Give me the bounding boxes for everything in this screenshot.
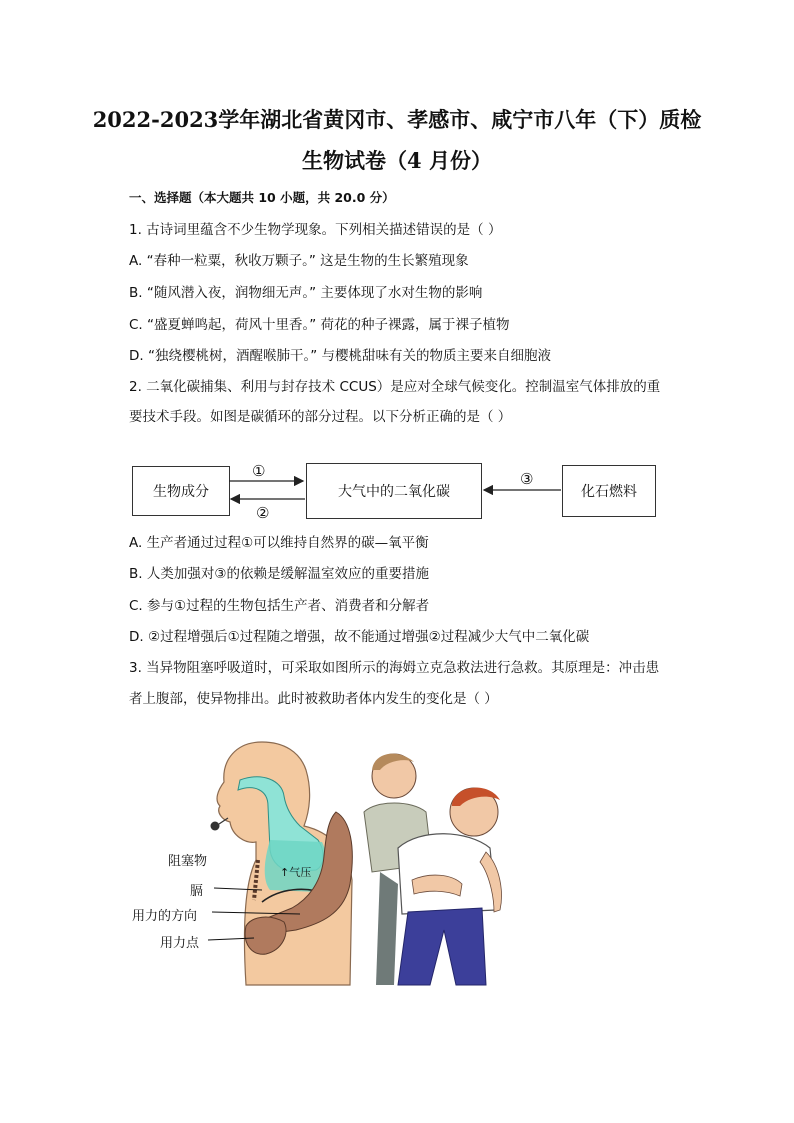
question-1-option-b: B. “随风潜入夜，润物细无声。” 主要体现了水对生物的影响: [129, 285, 483, 301]
title-line-2: 生物试卷（4 月份）: [302, 148, 492, 173]
question-1-stem: 1. 古诗词里蕴含不少生物学现象。下列相关描述错误的是（ ）: [129, 222, 502, 238]
question-2-stem-line-1: 2. 二氧化碳捕集、利用与封存技术 CCUS）是应对全球气候变化。控制温室气体排放的重: [129, 379, 661, 395]
question-1-option-c: C. “盛夏蝉鸣起，荷风十里香。” 荷花的种子裸露，属于裸子植物: [129, 317, 510, 333]
question-3-stem-line-1: 3. 当异物阻塞呼吸道时，可采取如图所示的海姆立克急救法进行急救。其原理是：冲击患: [129, 660, 660, 676]
arrow-1-label: ①: [252, 462, 266, 480]
question-2-stem-line-2: 要技术手段。如图是碳循环的部分过程。以下分析正确的是（ ）: [129, 409, 512, 425]
arrow-2-label: ②: [256, 504, 270, 522]
question-2-option-c: C. 参与①过程的生物包括生产者、消费者和分解者: [129, 598, 430, 614]
box-biological-components: 生物成分: [132, 466, 230, 516]
section-heading: 一、选择题（本大题共 10 小题，共 20.0 分）: [129, 190, 395, 205]
label-force-direction: 用力的方向: [132, 909, 198, 924]
box-fossil-fuels: 化石燃料: [562, 465, 656, 517]
question-2-option-b: B. 人类加强对③的依赖是缓解温室效应的重要措施: [129, 566, 429, 582]
label-diaphragm: 膈: [190, 884, 204, 899]
rescue-scene: [364, 754, 501, 985]
question-2-option-a: A. 生产者通过过程①可以维持自然界的碳—氧平衡: [129, 535, 429, 551]
question-1-option-d: D. “独绕樱桃树，酒醒喉肺干。” 与樱桃甜味有关的物质主要来自细胞液: [129, 348, 552, 364]
question-1-option-a: A. “春种一粒粟，秋收万颗子。” 这是生物的生长繁殖现象: [129, 253, 469, 269]
label-force-point: 用力点: [160, 936, 200, 951]
question-3-stem-line-2: 者上腹部，使异物排出。此时被救助者体内发生的变化是（ ）: [129, 691, 498, 707]
label-pressure: ↑气压: [280, 866, 312, 879]
title-line-1: 2022-2023学年湖北省黄冈市、孝感市、咸宁市八年（下）质检: [92, 107, 702, 132]
arrow-3-label: ③: [520, 470, 534, 488]
box-atmospheric-co2: 大气中的二氧化碳: [306, 463, 482, 519]
label-obstruction: 阻塞物: [168, 854, 208, 869]
question-2-option-d: D. ②过程增强后①过程随之增强，故不能通过增强②过程减少大气中二氧化碳: [129, 629, 590, 645]
